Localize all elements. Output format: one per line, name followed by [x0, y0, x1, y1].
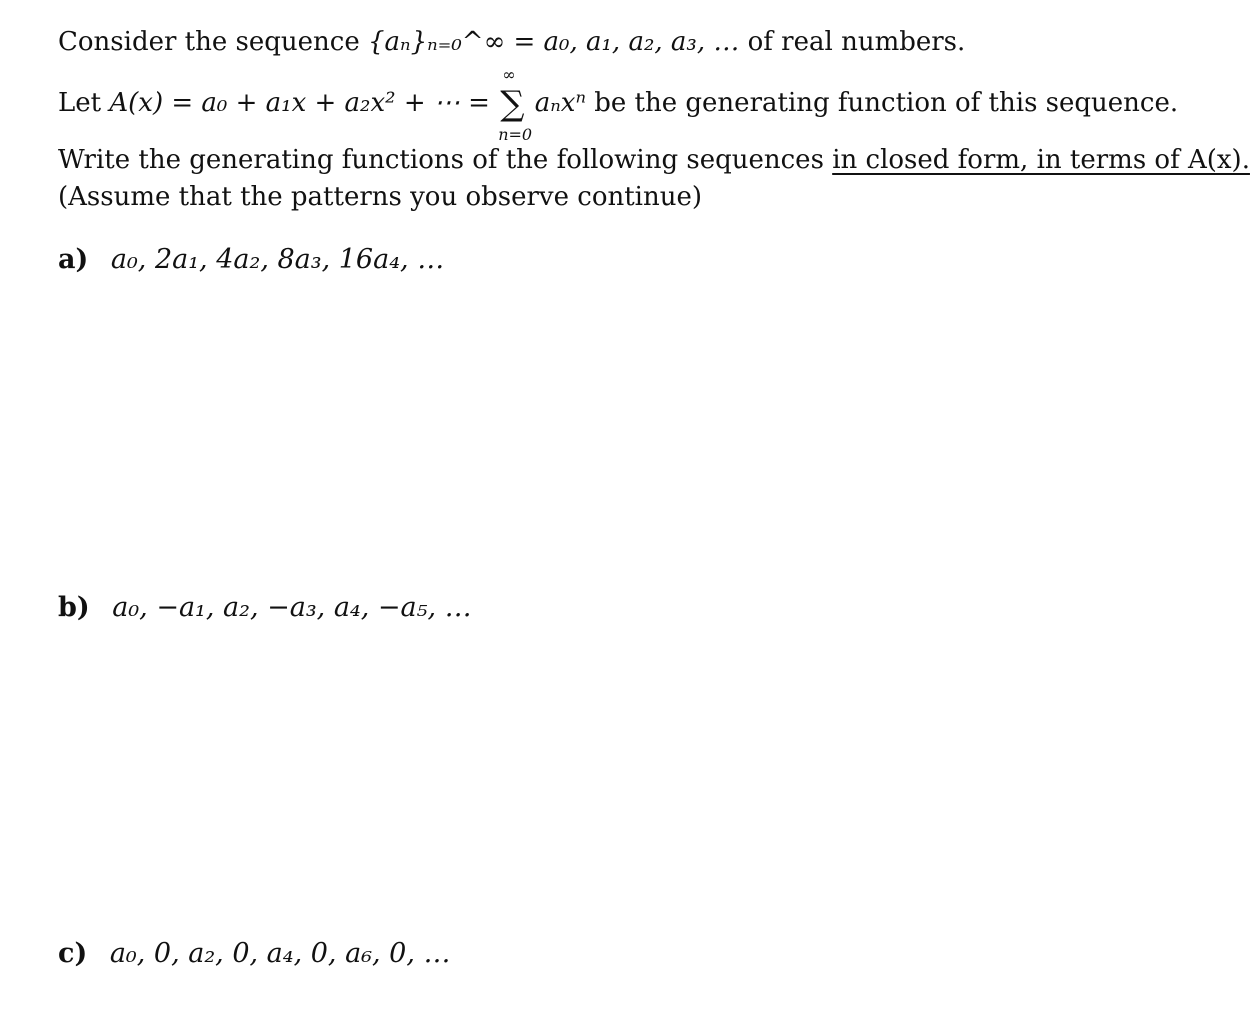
summation	[498, 65, 533, 144]
summation-term: aₙxⁿ	[534, 88, 586, 118]
part-b-sequence: a₀, −a₁, a₂, −a₃, a₄, −a₅, …	[112, 592, 472, 623]
part-b-label: b)	[58, 592, 90, 623]
intro-line-2	[58, 65, 1179, 144]
part-a-label: a)	[58, 244, 89, 275]
assumption-note: (Assume that the patterns you observe continue)	[58, 182, 703, 212]
intro-line-3	[58, 147, 1250, 173]
instruction-text: Write the generating functions of the following sequences	[58, 145, 824, 175]
intro-line-4	[58, 184, 702, 210]
part-a	[58, 246, 444, 273]
generating-function-math: A(x) = a₀ + a₁x + a₂x² + ⋯ =	[109, 88, 490, 118]
intro-text-2-end: be the generating function of this sequence.	[594, 88, 1179, 118]
intro-text-2: Let	[58, 88, 102, 118]
instruction-underlined: in closed form, in terms of A(x).	[832, 145, 1250, 175]
intro-line-1	[58, 29, 965, 55]
part-c-label: c)	[58, 938, 88, 969]
part-a-sequence: a₀, 2a₁, 4a₂, 8a₃, 16a₄, …	[110, 244, 445, 275]
part-c-sequence: a₀, 0, a₂, 0, a₄, 0, a₆, 0, …	[109, 938, 451, 969]
intro-text-1-end: of real numbers.	[747, 27, 966, 57]
summation-lower-limit: n=0	[498, 125, 533, 144]
intro-text-1: Consider the sequence	[58, 27, 360, 57]
part-b	[58, 594, 472, 621]
summation-symbol: ∑	[500, 84, 525, 124]
sequence-definition-math: {aₙ}ₙ₌₀^∞ = a₀, a₁, a₂, a₃, …	[367, 27, 740, 57]
summation-upper-limit: ∞	[502, 65, 516, 84]
part-c	[58, 940, 451, 967]
